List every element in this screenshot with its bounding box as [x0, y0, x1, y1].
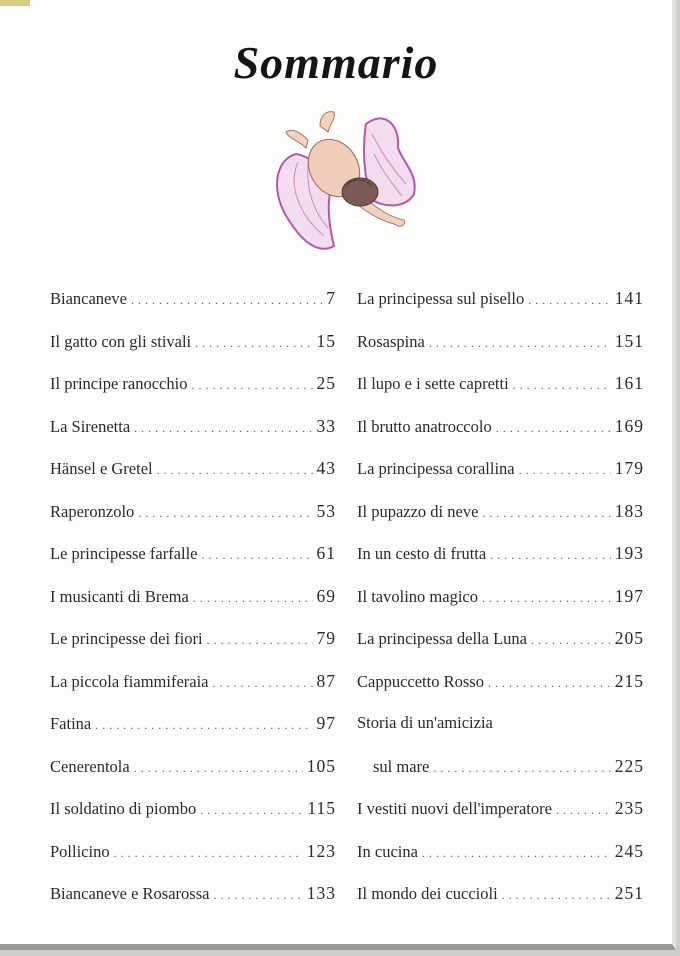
contents-entry: [357, 543, 644, 586]
entry-title: Cappuccetto Rosso: [357, 671, 484, 691]
entry-page-number: 25: [316, 373, 336, 393]
contents-entry: [50, 458, 336, 501]
contents-entry: [50, 586, 336, 629]
contents-entry: [357, 841, 644, 884]
entry-page-number: 161: [614, 373, 644, 393]
contents-entry: [357, 416, 644, 459]
dot-leader: [202, 548, 313, 563]
entry-page-number: 133: [306, 883, 336, 903]
contents-column-left: [50, 288, 336, 926]
contents-entry: [357, 883, 644, 926]
contents-entry: [50, 501, 336, 544]
dot-leader: [114, 846, 303, 861]
contents-entry: [50, 798, 336, 841]
contents-entry: [50, 416, 336, 459]
dot-leader: [496, 421, 611, 436]
entry-title: Il principe ranocchio: [50, 374, 188, 393]
contents-entry: [357, 756, 644, 799]
contents-entry: [50, 628, 336, 671]
entry-page-number: 43: [316, 458, 336, 478]
entry-page-number: 205: [614, 628, 644, 648]
contents-entry: [357, 331, 644, 374]
entry-title: Il gatto con gli stivali: [50, 331, 192, 351]
entry-page-number: 251: [614, 883, 644, 903]
entry-page-number: 225: [614, 755, 644, 776]
entry-title: La principessa sul pisello: [357, 289, 525, 308]
dot-leader: [429, 336, 611, 351]
entry-title: La principessa corallina: [357, 459, 515, 478]
entry-page-number: 105: [306, 755, 336, 776]
dot-leader: [213, 888, 302, 903]
dot-leader: [134, 421, 312, 436]
dot-leader: [131, 293, 322, 308]
entry-title: sul mare: [373, 756, 430, 776]
contents-entry: [50, 883, 336, 926]
dot-leader: [490, 548, 611, 563]
entry-page-number: 169: [614, 415, 644, 436]
entry-page-number: 123: [306, 840, 336, 861]
dot-leader: [482, 591, 611, 606]
entry-title: Il lupo e i sette capretti: [357, 374, 509, 393]
dot-leader: [482, 506, 610, 521]
entry-title: Le principesse farfalle: [50, 544, 198, 563]
dot-leader: [207, 633, 313, 648]
entry-page-number: 115: [307, 798, 336, 818]
entry-title: In cucina: [357, 841, 418, 861]
entry-title: Le principesse dei fiori: [50, 629, 203, 648]
entry-title: Storia di un'amicizia: [357, 713, 493, 732]
contents-entry: [357, 713, 644, 756]
contents-entry: [357, 373, 644, 416]
entry-title: I musicanti di Brema: [50, 586, 189, 606]
entry-page-number: 79: [316, 628, 336, 648]
entry-title: Pollicino: [50, 841, 110, 861]
dot-leader: [200, 803, 303, 818]
entry-title: Hänsel e Gretel: [50, 459, 153, 478]
entry-page-number: 33: [316, 415, 336, 436]
dot-leader: [213, 676, 313, 691]
entry-title: Il soldatino di piombo: [50, 799, 197, 818]
contents-entry: [50, 288, 336, 331]
entry-page-number: 141: [614, 288, 644, 308]
contents-entry: [357, 798, 644, 841]
contents-entry: [50, 756, 336, 799]
entry-title: La piccola fiammiferaia: [50, 671, 209, 691]
entry-title: Il brutto anatroccolo: [357, 416, 492, 436]
entry-page-number: 193: [614, 543, 644, 563]
dot-leader: [528, 293, 610, 308]
entry-title: Cenerentola: [50, 756, 130, 776]
contents-column-right: [357, 288, 644, 926]
entry-page-number: 69: [316, 585, 336, 606]
dot-leader: [134, 761, 303, 776]
dot-leader: [433, 761, 610, 776]
entry-page-number: 215: [614, 670, 644, 691]
contents-entry: [50, 543, 336, 586]
entry-page-number: 151: [614, 330, 644, 351]
contents-entry: [50, 713, 336, 756]
entry-title: Il pupazzo di neve: [357, 501, 479, 521]
dot-leader: [191, 378, 312, 393]
contents-entry: [357, 501, 644, 544]
dot-leader: [138, 506, 312, 521]
entry-title: Il tavolino magico: [357, 586, 478, 606]
contents-entry: [357, 458, 644, 501]
contents-entry: [50, 671, 336, 714]
entry-page-number: 53: [316, 500, 336, 521]
dot-leader: [502, 888, 611, 903]
entry-title: Raperonzolo: [50, 501, 135, 521]
entry-page-number: 87: [316, 670, 336, 691]
dot-leader: [519, 463, 611, 478]
dot-leader: [193, 591, 313, 606]
entry-page-number: 15: [316, 330, 336, 351]
contents-entry: [357, 288, 644, 331]
entry-title: Il mondo dei cuccioli: [357, 884, 498, 903]
page-title: Sommario: [233, 37, 439, 88]
entry-page-number: 235: [614, 798, 644, 818]
entry-page-number: 197: [614, 585, 644, 606]
dot-leader: [422, 846, 611, 861]
entry-page-number: 97: [316, 713, 336, 733]
fairy-illustration: [268, 104, 418, 258]
entry-page-number: 7: [326, 288, 336, 308]
contents-entry: [50, 373, 336, 416]
contents-entry: [50, 841, 336, 884]
entry-title: La Sirenetta: [50, 416, 131, 436]
entry-page-number: 61: [316, 543, 336, 563]
contents-entry: [357, 671, 644, 714]
dot-leader: [157, 463, 313, 478]
dot-leader: [531, 633, 611, 648]
entry-page-number: 183: [614, 500, 644, 521]
entry-title: La principessa della Luna: [357, 629, 527, 648]
entry-title: Fatina: [50, 714, 92, 733]
dot-leader: [556, 803, 611, 818]
dot-leader: [488, 676, 611, 691]
contents-entry: [357, 586, 644, 629]
dot-leader: [513, 378, 611, 393]
dot-leader: [195, 336, 312, 351]
entry-title: Biancaneve: [50, 289, 127, 308]
contents-entry: [357, 628, 644, 671]
contents-entry: [50, 331, 336, 374]
dot-leader: [95, 718, 312, 733]
entry-page-number: 179: [614, 458, 644, 478]
entry-title: Rosaspina: [357, 331, 425, 351]
entry-title: I vestiti nuovi dell'imperatore: [357, 799, 552, 818]
entry-page-number: 245: [614, 840, 644, 861]
entry-title: In un cesto di frutta: [357, 544, 487, 563]
entry-title: Biancaneve e Rosarossa: [50, 884, 210, 903]
